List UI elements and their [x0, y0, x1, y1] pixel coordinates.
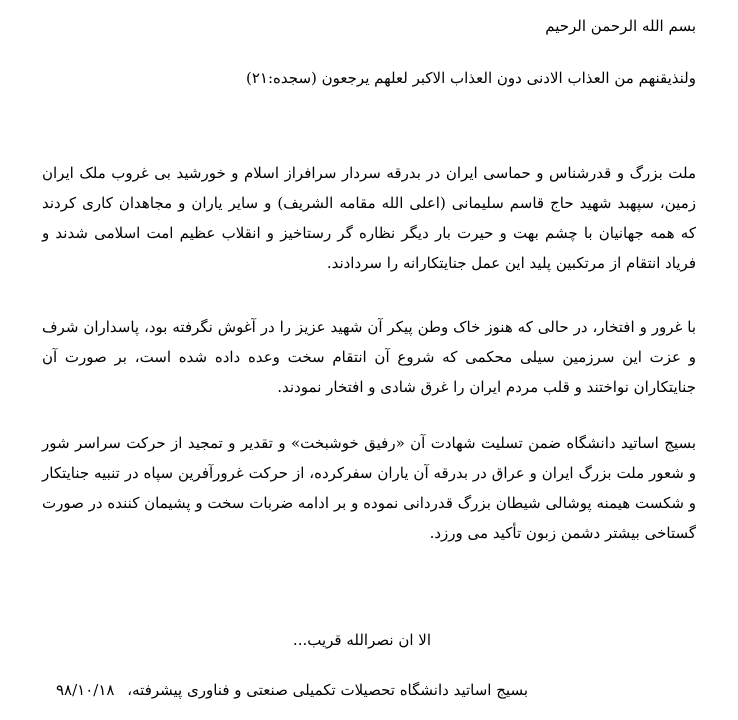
closing-phrase: الا ان نصرالله قریب... [292, 631, 431, 649]
paragraph-2: با غرور و افتخار، در حالی که هنوز خاک وطن پیکر آن شهید عزیز را در آغوش نگرفته بود، پاسداران شرف و عزت این سرزمین سیلی محکمی که شروع آن انتقام سخت وعده داده شده است، بر صورت آن جنایتکاران نواختند و قلب مردم ایران را غرق شادی و افتخار نمودند. [42, 318, 696, 396]
signature-date: ۹۸/۱۰/۱۸ [56, 681, 115, 699]
basmala-heading: بسم الله الرحمن الرحیم [545, 17, 696, 35]
paragraph-1: ملت بزرگ و قدرشناس و حماسی ایران در بدرقه سردار سرافراز اسلام و خورشید بی غروب ملک ایران زمین، سپهبد شهید حاج قاسم سلیمانی (اعلی الله مقامه الشریف) و سایر یاران و مجاهدان کاری کردند که همه جهانیان با چشم بهت و حیرت بار دیگر نظاره گر رستاخیز و انقلاب عظیم امت اسلامی شدند و فریاد انتقام از مرتکبین پلید این عمل جنایتکارانه را سردادند. [42, 164, 696, 272]
paragraph-3: بسیج اساتید دانشگاه ضمن تسلیت شهادت آن «رفیق خوشبخت» و تقدیر و تمجید از حرکت سراسر شور و شعور ملت بزرگ ایران و عراق در بدرقه آن یاران سفرکرده، از حرکت غرورآفرین سپاه در تنبیه جنایتکار و شکست هیمنه پوشالی شیطان بزرگ قدردانی نموده و بر ادامه ضربات سخت و پشیمان کننده در صورت گستاخی بیشتر دشمن زبون تأکید می ورزد. [42, 434, 696, 542]
quran-verse: ولنذیقنهم من العذاب الادنی دون العذاب الاکبر لعلهم یرجعون (سجده:۲۱) [246, 69, 696, 87]
signature-line: بسیج اساتید دانشگاه تحصیلات تکمیلی صنعتی و فناوری پیشرفته، [127, 681, 528, 699]
